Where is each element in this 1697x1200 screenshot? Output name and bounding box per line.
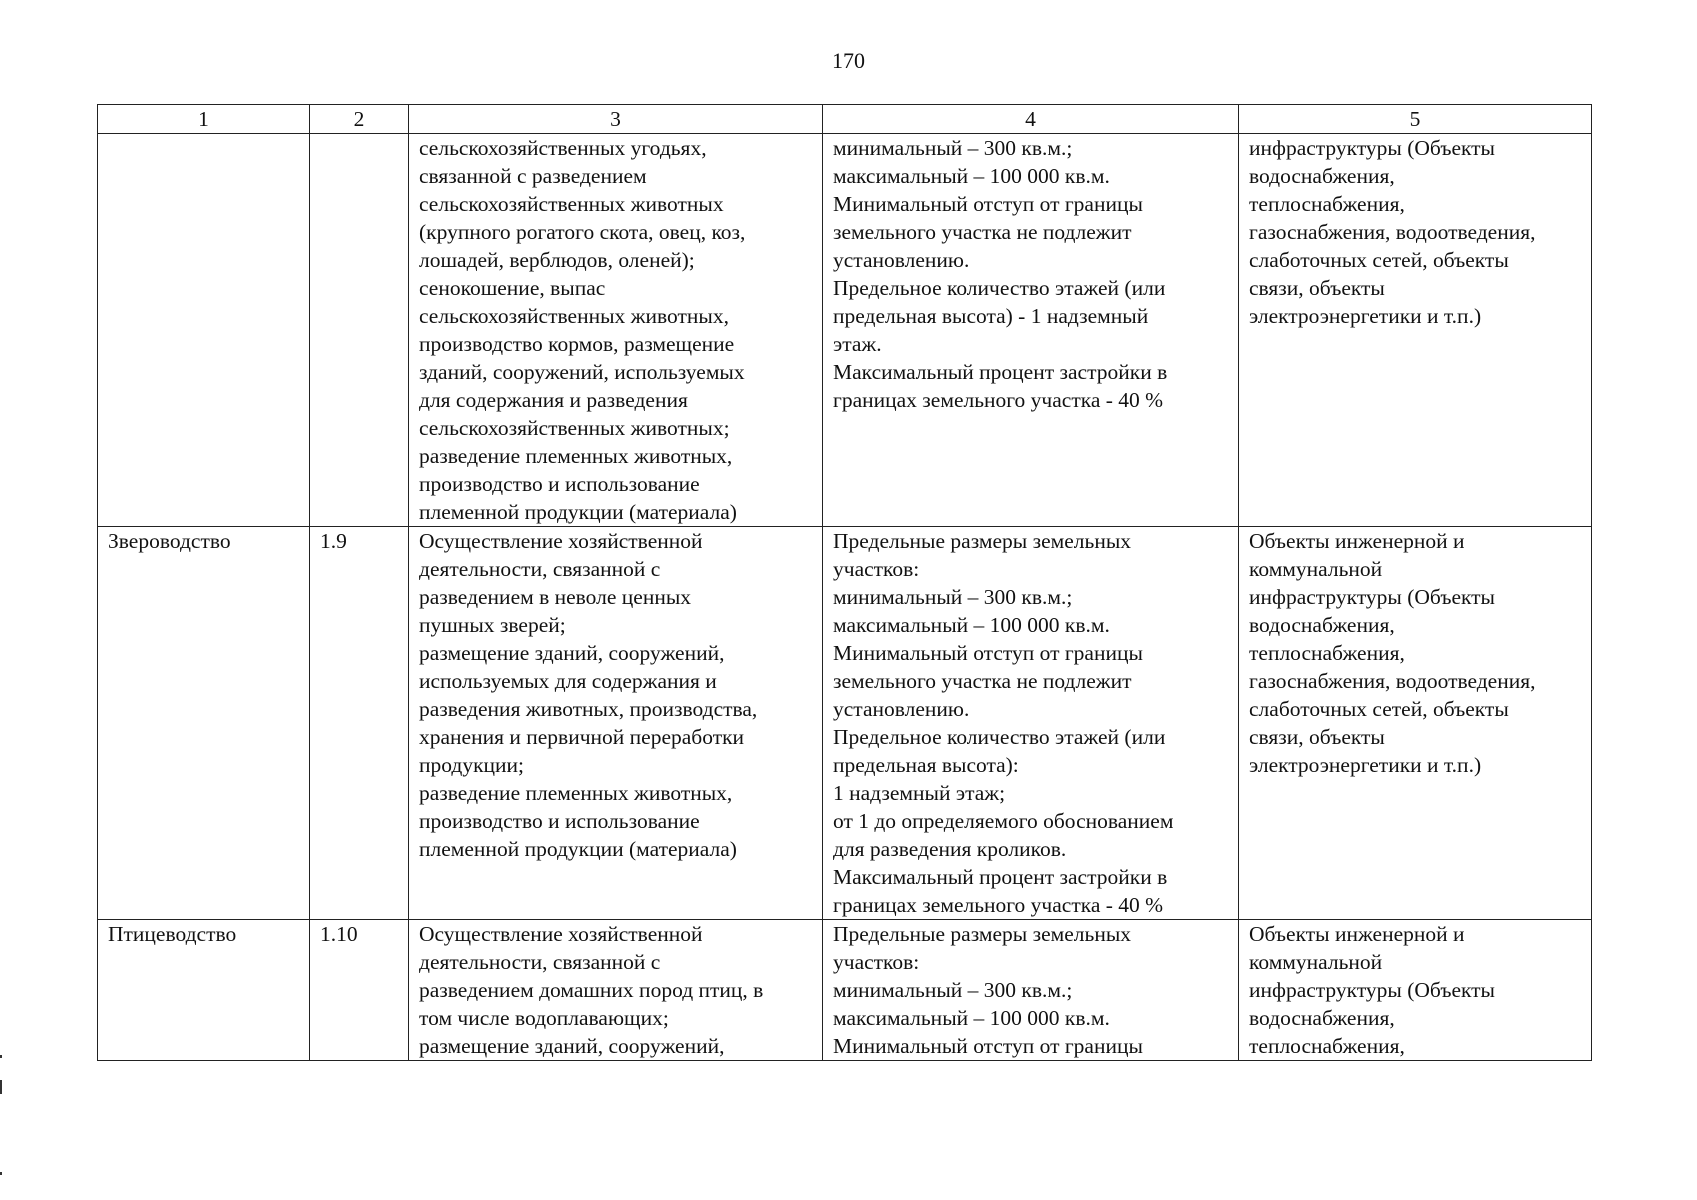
scan-edge-mark [0, 1055, 2, 1058]
plot-parameters-cell: Предельные размеры земельных участков: минимальный – 300 кв.м.; максимальный – 100 000 кв.м. Минимальный отступ от границы [823, 920, 1239, 1061]
table-row [98, 527, 1592, 920]
scan-edge-mark [0, 1080, 2, 1094]
permitted-objects-cell: Объекты инженерной и коммунальной инфраструктуры (Объекты водоснабжения, теплоснабжения, газоснабжения, водоотведения, слаботочных сетей, объекты связи, объекты электроэнергетики и т.п.) [1239, 527, 1592, 920]
plot-parameters-cell: Предельные размеры земельных участков: минимальный – 300 кв.м.; максимальный – 100 000 кв.м. Минимальный отступ от границы земельного участка не подлежит установлению. Предельное количество этажей (или предельная высота): 1 надземный этаж; от 1 до определяемого обоснованием для разведения кроликов. Максимальный процент застройки в границах земельного участка - 40 % [823, 527, 1239, 920]
use-name-cell: Птицеводство [98, 920, 310, 1061]
column-header: 3 [409, 105, 823, 134]
page-number: 170 [832, 48, 865, 73]
use-description-cell: Осуществление хозяйственной деятельности, связанной с разведением домашних пород птиц, в том числе водоплавающих; размещение зданий, сооружений, [409, 920, 823, 1061]
permitted-objects-cell: Объекты инженерной и коммунальной инфраструктуры (Объекты водоснабжения, теплоснабжения, [1239, 920, 1592, 1061]
use-description-cell: Осуществление хозяйственной деятельности, связанной с разведением в неволе ценных пушных зверей; размещение зданий, сооружений, используемых для содержания и разведения животных, производства, хранения и первичной переработки продукции; разведение племенных животных, производство и использование племенной продукции (материала) [409, 527, 823, 920]
column-header: 1 [98, 105, 310, 134]
use-code-cell: 1.9 [310, 527, 409, 920]
column-header: 5 [1239, 105, 1592, 134]
table-header-row [98, 105, 1592, 134]
use-name-cell: Звероводство [98, 527, 310, 920]
plot-parameters-cell: минимальный – 300 кв.м.; максимальный – 100 000 кв.м. Минимальный отступ от границы земельного участка не подлежит установлению. Предельное количество этажей (или предельная высота) - 1 надземный этаж. Максимальный процент застройки в границах земельного участка - 40 % [823, 134, 1239, 527]
use-code-cell: 1.10 [310, 920, 409, 1061]
permitted-objects-cell: инфраструктуры (Объекты водоснабжения, теплоснабжения, газоснабжения, водоотведения, слаботочных сетей, объекты связи, объекты электроэнергетики и т.п.) [1239, 134, 1592, 527]
use-name-cell [98, 134, 310, 527]
column-header: 2 [310, 105, 409, 134]
table-row [98, 134, 1592, 527]
table-row [98, 920, 1592, 1061]
use-code-cell [310, 134, 409, 527]
scan-edge-mark [0, 1172, 2, 1175]
column-header: 4 [823, 105, 1239, 134]
use-description-cell: сельскохозяйственных угодьях, связанной с разведением сельскохозяйственных животных (крупного рогатого скота, овец, коз, лошадей, верблюдов, оленей); сенокошение, выпас сельскохозяйственных животных, производство кормов, размещение зданий, сооружений, используемых для содержания и разведения сельскохозяйственных животных; разведение племенных животных, производство и использование племенной продукции (материала) [409, 134, 823, 527]
land-use-table [97, 104, 1592, 1061]
